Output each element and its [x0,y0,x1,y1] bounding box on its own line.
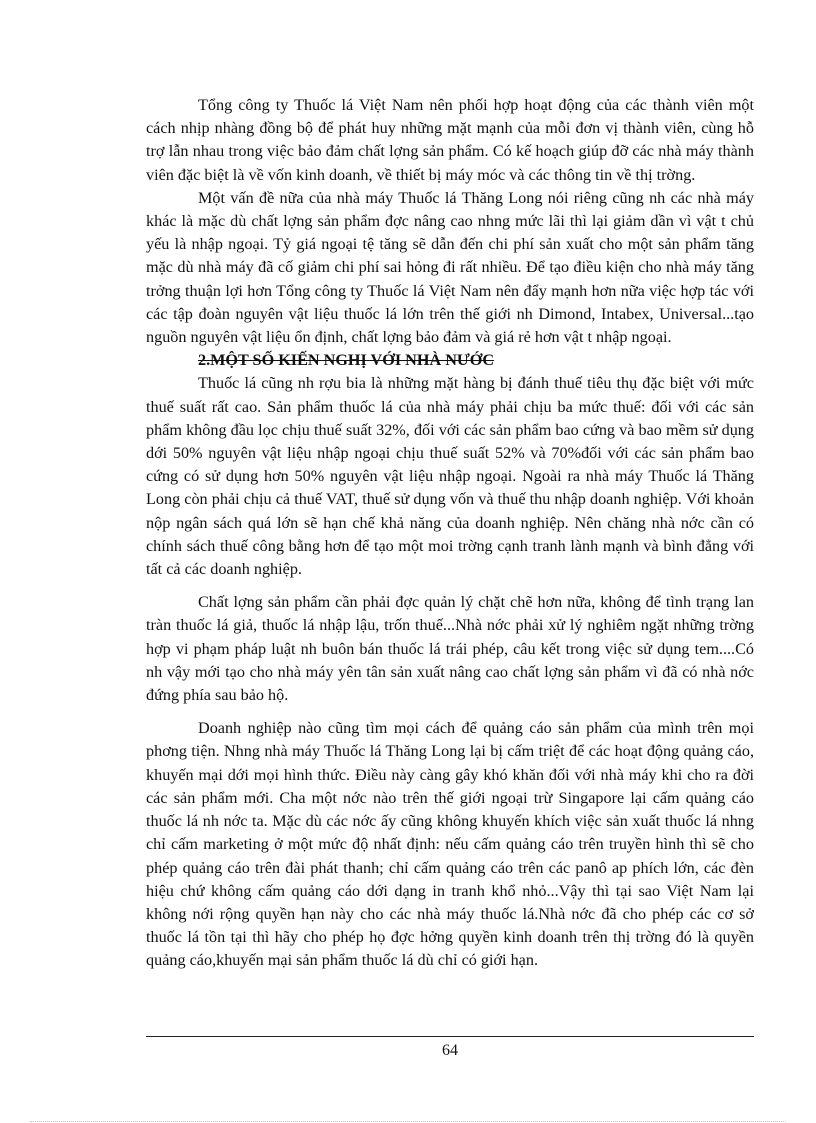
page-body [146,94,754,973]
paragraph-thue: Thuốc lá cũng nh rợu bia là những mặt hàng bị đánh thuế tiêu thụ đặc biệt với mức thuế suất rất cao. Sản phẩm thuốc lá của nhà máy phải chịu ba mức thuế: đối với các sản phẩm không đầu lọc chịu thuế suất 32%, đối với các sản phẩm bao cứng và bao mềm sử dụng dới 50% nguyên vật liệu nhập ngoại chịu thuế suất 52% và 70%đối với các sản phẩm bao cứng có sử dụng hơn 50% nguyên vật liệu nhập ngoại. Ngoài ra nhà máy Thuốc lá Thăng Long còn phải chịu cả thuế VAT, thuế sử dụng vốn và thuế thu nhập doanh nghiệp. Với khoản nộp ngân sách quá lớn sẽ hạn chế khả năng của doanh nghiệp. Nên chăng nhà nớc cần có chính sách thuế công bằng hơn để tạo một moi trờng cạnh tranh lành mạnh và bình đẳng với tất cả các doanh nghiệp. [146,374,754,579]
footer-divider [146,1036,754,1037]
section-heading: 2.MỘT SỐ KIẾN NGHỊ VỚI NHÀ NƯỚC [198,351,495,370]
paragraph-tong-cong-ty: Tổng công ty Thuốc lá Việt Nam nên phối hợp hoạt động của các thành viên một cách nhịp nhàng đồng bộ để phát huy những mặt mạnh của mỗi đơn vị thành viên, cùng hỗ trợ lẫn nhau trong việc bảo đảm chất lợng sản phẩm. Có kế hoạch giúp đỡ các nhà máy thành viên đặc biệt là về vốn kinh doanh, về thiết bị máy móc và các thông tin về thị trờng. [146,96,754,184]
paragraph-quang-cao: Doanh nghiệp nào cũng tìm mọi cách để quảng cáo sản phẩm của mình trên mọi phơng tiện. Nhng nhà máy Thuốc lá Thăng Long lại bị cấm triệt để các hoạt động quảng cáo, khuyến mại dới mọi hình thức. Điều này càng gây khó khăn đối với nhà máy khi cho ra đời các sản phẩm mới. Cha một nớc nào trên thế giới ngoại trừ Singapore lại cấm quảng cáo thuốc lá nh nớc ta. Mặc dù các nớc ấy cũng không khuyến khích việc sản xuất thuốc lá nhng chỉ cấm marketing ở một mức độ nhất định: nếu cấm quảng cáo trên truyền hình thì sẽ cho phép quảng cáo trên đài phát thanh; chỉ cấm quảng cáo trên các panô ap phích lớn, các đèn hiệu chứ không cấm quảng cáo dới dạng in tranh khổ nhỏ...Vậy thì tại sao Việt Nam lại không nới rộng quyền hạn này cho các nhà máy thuốc lá.Nhà nớc đã cho phép các cơ sở thuốc lá tồn tại thì hãy cho phép họ đợc hởng quyền kinh doanh trên thị trờng đó là quyền quảng cáo,khuyến mại sản phẩm thuốc lá dù chỉ có giới hạn. [146,719,754,970]
paragraph-chat-luong: Chất lợng sản phẩm cần phải đợc quản lý chặt chẽ hơn nữa, không để tình trạng lan tràn thuốc lá giả, thuốc lá nhập lậu, trốn thuế...Nhà nớc phải xử lý nghiêm ngặt những trờng hợp vi phạm pháp luật nh buôn bán thuốc lá trái phép, câu kết trong việc sử dụng tem....Có nh vậy mới tạo cho nhà máy yên tân sản xuất nâng cao chất lợng sản phẩm vì đã có nhà nớc đứng phía sau bảo hộ. [146,593,754,705]
paragraph-van-de-nua: Một vấn đề nữa của nhà máy Thuốc lá Thăng Long nói riêng cũng nh các nhà máy khác là mặc dù chất lợng sản phẩm đợc nâng cao nhng mức lãi thì lại giảm dần vì vật t chủ yếu là nhập ngoại. Tỷ giá ngoại tệ tăng sẽ dẫn đến chi phí sản xuất cho một sản phẩm tăng mặc dù nhà máy đã cố giảm chi phí sai hỏng đi rất nhiều. Để tạo điều kiện cho nhà máy tăng trởng thuận lợi hơn Tổng công ty Thuốc lá Việt Nam nên đẩy mạnh hơn nữa việc hợp tác với các tập đoàn nguyên vật liệu thuốc lá lớn trên thế giới nh Dimond, Intabex, Universal...tạo nguồn nguyên vật liệu ổn định, chất lợng bảo đảm và giá rẻ hơn vật t nhập ngoại. [146,188,754,347]
page-number: 64 [442,1042,458,1059]
page-edge-rule [30,1121,786,1122]
